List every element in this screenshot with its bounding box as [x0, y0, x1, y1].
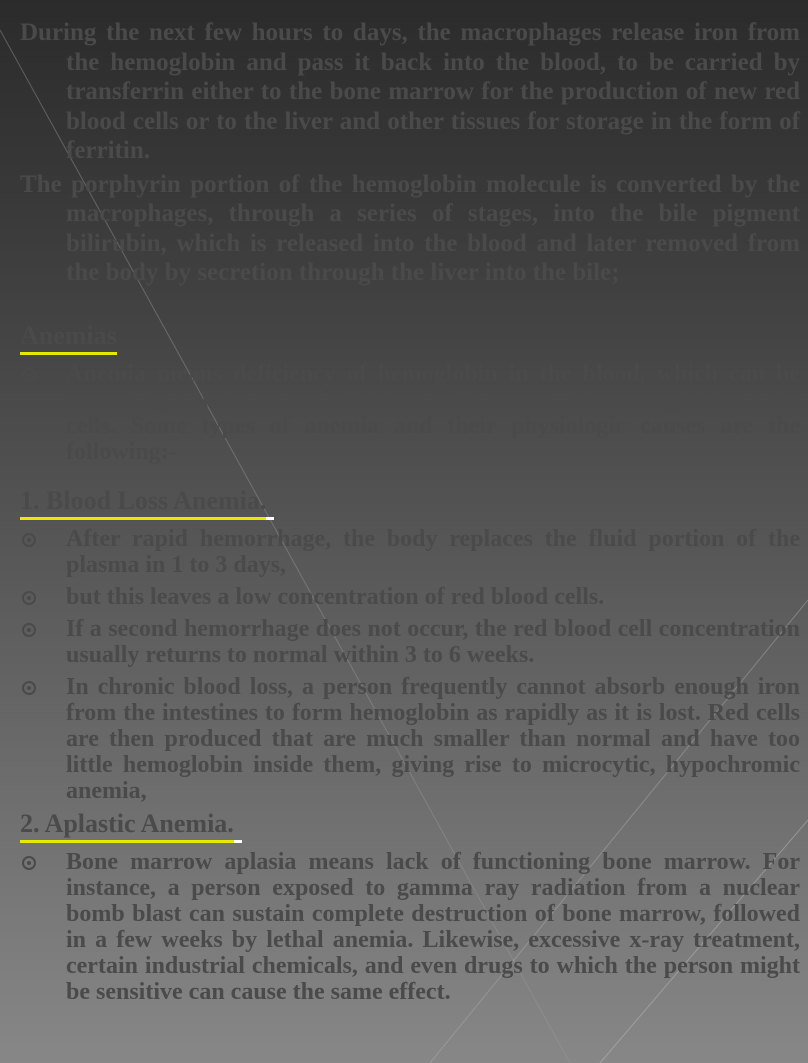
anemias-bullet-list [20, 361, 800, 465]
section-blood-loss-anemia [20, 487, 800, 804]
slide-content [20, 18, 800, 1011]
list-item: Anemia means deficiency of hemoglobin in the blood, which can be caused by either too few red blood cells or too little hemoglobin in the cells. Some types of anemia and their physiologic causes are the following:- [20, 361, 800, 465]
bullet-icon [22, 681, 36, 695]
list-item: After rapid hemorrhage, the body replaces the fluid portion of the plasma in 1 to 3 days, [20, 526, 800, 578]
section-anemias [20, 322, 800, 465]
bullet-icon [22, 623, 36, 637]
bullet-icon [22, 591, 36, 605]
list-item: but this leaves a low concentration of red blood cells. [20, 584, 800, 610]
paragraph-porphyrin: The porphyrin portion of the hemoglobin molecule is converted by the macrophages, through a series of stages, into the bile pigment bilirubin, which is released into the blood and later removed from the body by secretion through the liver into the bile; [20, 170, 800, 286]
heading-anemias: Anemias [20, 322, 117, 355]
paragraph-iron-release: During the next few hours to days, the macrophages release iron from the hemoglobin and pass it back into the blood, to be carried by transferrin either to the bone marrow for the production of new red blood cells or to the liver and other tissues for storage in the form of ferritin. [20, 19, 800, 164]
bullet-icon [22, 368, 36, 382]
heading-aplastic-anemia: 2. Aplastic Anemia. [20, 810, 234, 843]
blood-loss-bullet-list [20, 526, 800, 804]
list-item: Bone marrow aplasia means lack of functioning bone marrow. For instance, a person exposed to gamma ray radiation from a nuclear bomb blast can sustain complete destruction of bone marrow, followed in a few weeks by lethal anemia. Likewise, excessive x-ray treatment, certain industrial chemicals, and even drugs to which the person might be sensitive can cause the same effect. [20, 849, 800, 1005]
list-item: In chronic blood loss, a person frequently cannot absorb enough iron from the intestines to form hemoglobin as rapidly as it is lost. Red cells are then produced that are much smaller than normal and have too little hemoglobin inside them, giving rise to microcytic, hypochromic anemia, [20, 674, 800, 804]
heading-blood-loss-anemia: 1. Blood Loss Anemia. [20, 487, 266, 520]
aplastic-bullet-list [20, 849, 800, 1005]
underline-tail [266, 517, 274, 520]
underline-tail [234, 840, 242, 843]
list-item: If a second hemorrhage does not occur, the red blood cell concentration usually returns to normal within 3 to 6 weeks. [20, 616, 800, 668]
bullet-icon [22, 533, 36, 547]
section-aplastic-anemia [20, 810, 800, 1005]
bullet-icon [22, 856, 36, 870]
